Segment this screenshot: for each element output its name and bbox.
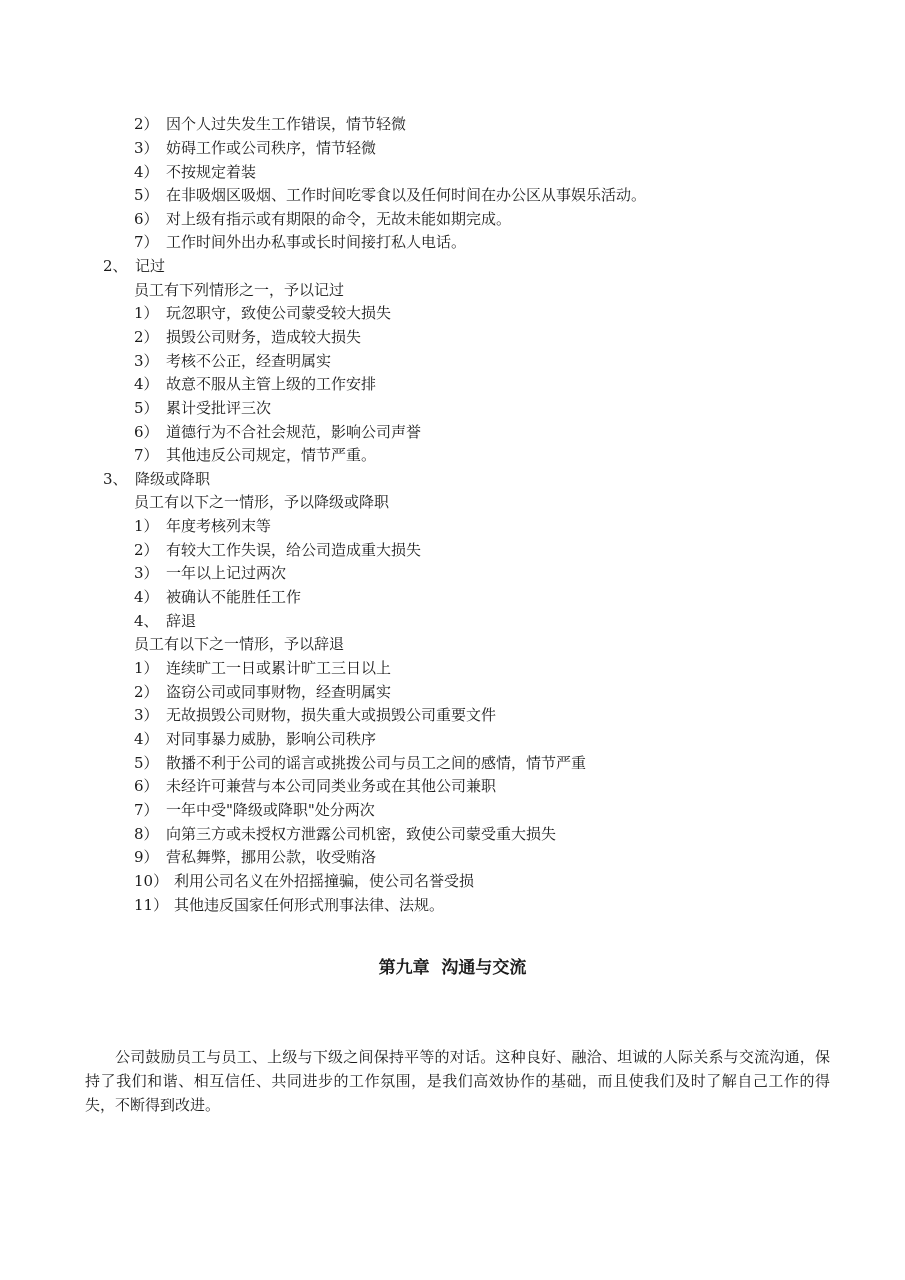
item-number: 7） bbox=[134, 801, 159, 819]
item-text: 其他违反国家任何形式刑事法律、法规。 bbox=[174, 896, 445, 914]
item-text: 一年以上记过两次 bbox=[166, 564, 287, 582]
section-intro: 员工有以下之一情形，予以辞退 bbox=[134, 635, 345, 653]
list-item bbox=[134, 658, 391, 678]
list-item bbox=[134, 185, 646, 205]
list-item bbox=[134, 895, 444, 915]
list-item bbox=[134, 800, 375, 820]
list-item bbox=[134, 303, 391, 323]
list-item bbox=[134, 587, 301, 607]
item-number: 5） bbox=[134, 399, 159, 417]
item-text: 有较大工作失误，给公司造成重大损失 bbox=[166, 541, 422, 559]
item-text: 道德行为不合社会规范，影响公司声誉 bbox=[166, 423, 422, 441]
item-number: 7） bbox=[134, 233, 159, 251]
item-number: 4） bbox=[134, 163, 159, 181]
item-number: 6） bbox=[134, 210, 159, 228]
section-heading bbox=[103, 469, 210, 489]
list-item bbox=[134, 682, 391, 702]
list-item bbox=[134, 209, 511, 229]
item-number: 9） bbox=[134, 848, 159, 866]
item-text: 一年中受"降级或降职"处分两次 bbox=[166, 801, 375, 819]
item-text: 妨碍工作或公司秩序，情节轻微 bbox=[166, 139, 377, 157]
item-text: 工作时间外出办私事或长时间接打私人电话。 bbox=[166, 233, 467, 251]
item-number: 3） bbox=[134, 352, 159, 370]
item-text: 无故损毁公司财物，损失重大或损毁公司重要文件 bbox=[166, 706, 497, 724]
item-text: 散播不利于公司的谣言或挑拨公司与员工之间的感情，情节严重 bbox=[166, 754, 587, 772]
list-item bbox=[134, 232, 466, 252]
item-number: 1） bbox=[134, 517, 159, 535]
item-number: 4） bbox=[134, 375, 159, 393]
item-number: 3） bbox=[134, 706, 159, 724]
list-item bbox=[134, 422, 421, 442]
list-item bbox=[134, 162, 256, 182]
section-title: 辞退 bbox=[166, 612, 197, 630]
item-text: 未经许可兼营与本公司同类业务或在其他公司兼职 bbox=[166, 777, 497, 795]
item-number: 5） bbox=[134, 186, 159, 204]
item-text: 损毁公司财务，造成较大损失 bbox=[166, 328, 362, 346]
list-item bbox=[134, 327, 361, 347]
item-number: 1） bbox=[134, 659, 159, 677]
item-number: 5） bbox=[134, 754, 159, 772]
item-number: 2） bbox=[134, 328, 159, 346]
list-item bbox=[134, 445, 376, 465]
item-text: 向第三方或未授权方泄露公司机密，致使公司蒙受重大损失 bbox=[166, 825, 557, 843]
item-number: 1） bbox=[134, 304, 159, 322]
chapter-title: 第九章 沟通与交流 bbox=[378, 958, 527, 978]
item-number: 11） bbox=[134, 896, 169, 914]
item-text: 在非吸烟区吸烟、工作时间吃零食以及任何时间在办公区从事娱乐活动。 bbox=[166, 186, 647, 204]
list-item bbox=[134, 824, 556, 844]
item-text: 被确认不能胜任工作 bbox=[166, 588, 302, 606]
item-number: 2） bbox=[134, 115, 159, 133]
body-paragraph: 公司鼓励员工与员工、上级与下级之间保持平等的对话。这种良好、融洽、坦诚的人际关系与交流沟通，保持了我们和谐、相互信任、共同进步的工作氛围，是我们高效协作的基础，而且使我们及时了解自己工作的得失，不断得到改进。 bbox=[85, 1048, 830, 1114]
list-item bbox=[134, 351, 331, 371]
section-heading bbox=[134, 611, 196, 631]
item-text: 故意不服从主管上级的工作安排 bbox=[166, 375, 377, 393]
list-item bbox=[134, 138, 376, 158]
item-number: 3） bbox=[134, 139, 159, 157]
item-number: 3） bbox=[134, 564, 159, 582]
list-item bbox=[134, 516, 271, 536]
section-title: 记过 bbox=[135, 257, 166, 275]
item-number: 6） bbox=[134, 777, 159, 795]
list-item bbox=[134, 753, 586, 773]
item-text: 年度考核列末等 bbox=[166, 517, 272, 535]
section-intro: 员工有以下之一情形，予以降级或降职 bbox=[134, 493, 390, 511]
item-text: 玩忽职守，致使公司蒙受较大损失 bbox=[166, 304, 392, 322]
list-item bbox=[134, 871, 474, 891]
section-number: 3、 bbox=[103, 470, 128, 488]
list-item bbox=[134, 776, 496, 796]
section-intro: 员工有下列情形之一，予以记过 bbox=[134, 281, 345, 299]
item-number: 4） bbox=[134, 730, 159, 748]
section-title: 降级或降职 bbox=[135, 470, 211, 488]
list-item bbox=[134, 540, 421, 560]
item-number: 7） bbox=[134, 446, 159, 464]
list-item bbox=[134, 398, 271, 418]
item-number: 10） bbox=[134, 872, 169, 890]
item-number: 2） bbox=[134, 541, 159, 559]
item-number: 4） bbox=[134, 588, 159, 606]
item-text: 对同事暴力威胁，影响公司秩序 bbox=[166, 730, 377, 748]
item-text: 盗窃公司或同事财物，经查明属实 bbox=[166, 683, 392, 701]
item-text: 考核不公正，经查明属实 bbox=[166, 352, 332, 370]
item-text: 对上级有指示或有期限的命令，无故未能如期完成。 bbox=[166, 210, 512, 228]
section-heading bbox=[103, 256, 165, 276]
item-text: 不按规定着装 bbox=[166, 163, 257, 181]
item-text: 其他违反公司规定，情节严重。 bbox=[166, 446, 377, 464]
list-item bbox=[134, 847, 376, 867]
section-number: 4、 bbox=[134, 612, 159, 630]
item-text: 累计受批评三次 bbox=[166, 399, 272, 417]
item-number: 8） bbox=[134, 825, 159, 843]
list-item bbox=[134, 705, 496, 725]
item-text: 因个人过失发生工作错误，情节轻微 bbox=[166, 115, 407, 133]
list-item bbox=[134, 374, 376, 394]
item-text: 营私舞弊，挪用公款，收受贿洛 bbox=[166, 848, 377, 866]
section-number: 2、 bbox=[103, 257, 128, 275]
item-number: 6） bbox=[134, 423, 159, 441]
item-number: 2） bbox=[134, 683, 159, 701]
item-text: 连续旷工一日或累计旷工三日以上 bbox=[166, 659, 392, 677]
list-item bbox=[134, 563, 286, 583]
list-item bbox=[134, 114, 406, 134]
list-item bbox=[134, 729, 376, 749]
item-text: 利用公司名义在外招摇撞骗，使公司名誉受损 bbox=[174, 872, 475, 890]
